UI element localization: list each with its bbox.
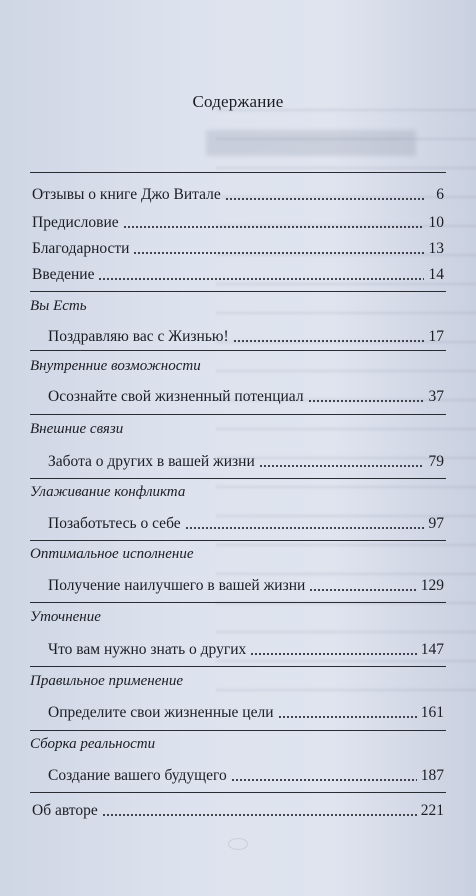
section-rule — [30, 291, 446, 292]
section-label: Оптимальное исполнение — [30, 546, 194, 562]
section-rule — [30, 478, 446, 479]
section-label: Улаживание конфликта — [30, 484, 186, 500]
section-label: Уточнение — [30, 609, 101, 625]
toc-heading: Содержание — [192, 92, 284, 111]
section-label: Правильное применение — [30, 673, 183, 689]
toc-entry: Забота о других в вашей жизни 79 — [48, 453, 444, 470]
top-rule — [30, 172, 446, 173]
section-label: Вы Есть — [30, 298, 87, 314]
section-rule — [30, 602, 446, 603]
toc-entry: Предисловие 10 — [32, 214, 444, 231]
toc-entry: Осознайте свой жизненный потенциал 37 — [48, 388, 444, 405]
section-rule — [30, 350, 446, 351]
section-rule — [30, 414, 446, 415]
section-label: Сборка реальности — [30, 736, 156, 752]
toc-entry: Определите свои жизненные цели 161 — [48, 704, 444, 721]
section-label: Внешние связи — [30, 421, 124, 437]
section-rule — [30, 666, 446, 667]
toc-entry: Получение наилучшего в вашей жизни 129 — [48, 577, 444, 594]
toc-entry: Создание вашего будущего 187 — [48, 767, 444, 784]
section-rule — [30, 730, 446, 731]
section-rule — [30, 540, 446, 541]
page-ornament — [228, 838, 248, 850]
toc-entry: Позаботьтесь о себе 97 — [48, 515, 444, 532]
show-through-title — [206, 130, 416, 156]
toc-entry: Благодарности 13 — [32, 240, 444, 257]
toc-entry: Введение 14 — [32, 266, 444, 283]
section-rule — [30, 792, 446, 793]
toc-entry: Поздравляю вас с Жизнью! 17 — [48, 328, 444, 345]
toc-entry: Что вам нужно знать о других 147 — [48, 641, 444, 658]
toc-entry: Отзывы о книге Джо Витале 6 — [32, 186, 444, 203]
section-label: Внутренние возможности — [30, 358, 201, 374]
toc-entry: Об авторе 221 — [32, 802, 444, 819]
